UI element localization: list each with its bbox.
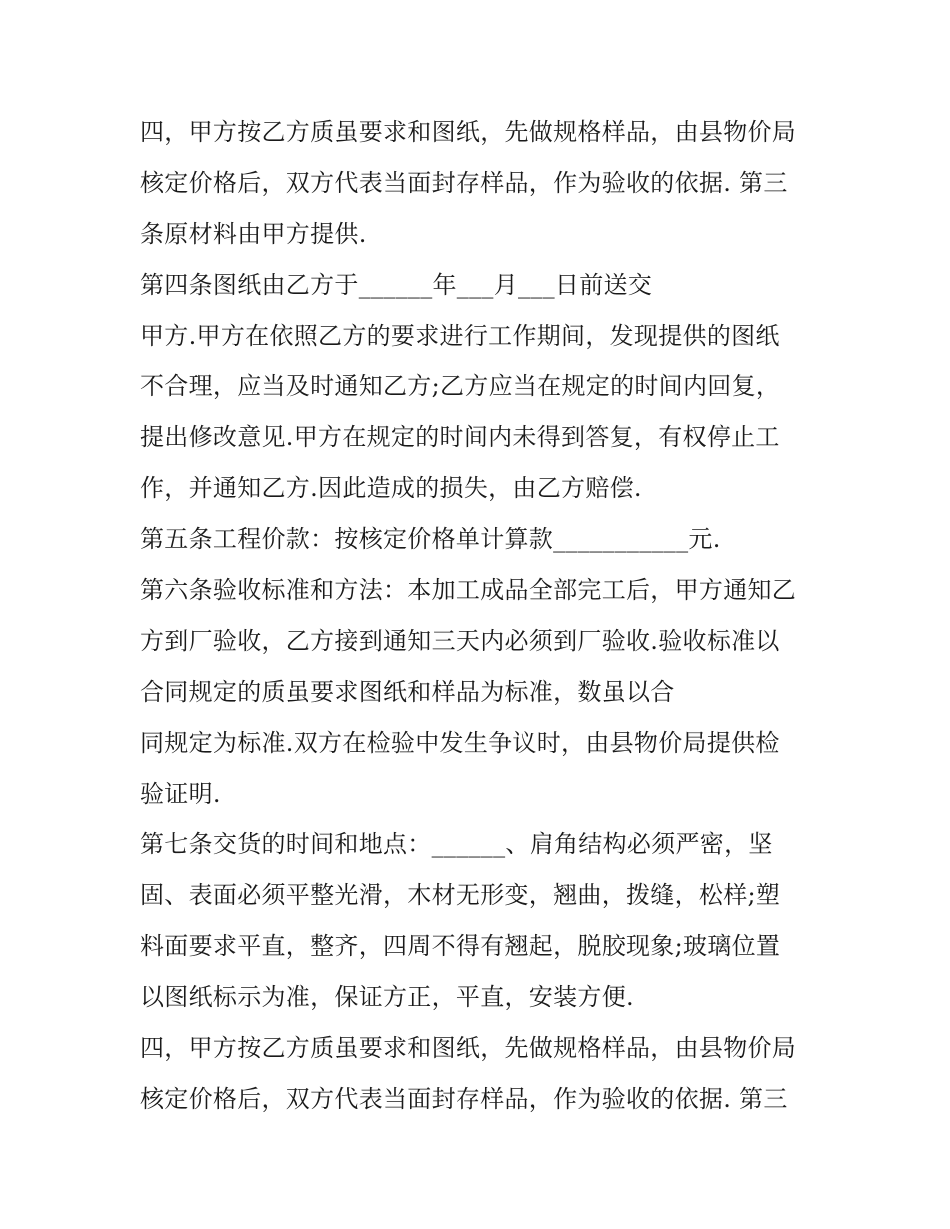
text-line: 合同规定的质虽要求图纸和样品为标准，数虽以合 — [140, 677, 675, 706]
text-line: 条原材料由甲方提供. — [140, 219, 367, 248]
text-line: 第五条工程价款：按核定价格单计算款___________元. — [140, 525, 721, 554]
text-line: 以图纸标示为准，保证方正，平直，安装方便. — [140, 983, 634, 1012]
text-line: 第四条图纸由乙方于______年___月___日前送交 — [140, 270, 653, 299]
text-line: 料面要求平直，整齐，四周不得有翘起，脱胶现象;玻璃位置 — [140, 932, 781, 961]
text-line: 甲方.甲方在依照乙方的要求进行工作期间，发现提供的图纸 — [140, 321, 780, 350]
text-line: 方到厂验收，乙方接到通知三天内必须到厂验收.验收标准以 — [140, 626, 780, 655]
text-line: 核定价格后，双方代表当面封存样品，作为验收的依据. 第三 — [140, 168, 788, 197]
text-line: 四，甲方按乙方质虽要求和图纸，先做规格样品，由县物价局 — [140, 1034, 797, 1063]
text-line: 同规定为标准.双方在检验中发生争议时，由县物价局提供检 — [140, 728, 780, 757]
text-line: 第七条交货的时间和地点：______、肩角结构必须严密，坚 — [140, 830, 773, 859]
text-line: 验证明. — [140, 779, 221, 808]
contract-text-body — [140, 107, 830, 1125]
text-line: 四，甲方按乙方质虽要求和图纸，先做规格样品，由县物价局 — [140, 118, 797, 146]
text-line: 核定价格后，双方代表当面封存样品，作为验收的依据. 第三 — [140, 1084, 788, 1113]
text-line: 提出修改意见.甲方在规定的时间内未得到答复，有权停止工 — [140, 423, 780, 452]
text-line: 第六条验收标准和方法：本加工成品全部完工后，甲方通知乙 — [140, 576, 797, 605]
text-line: 不合理，应当及时通知乙方;乙方应当在规定的时间内回复， — [140, 372, 781, 401]
text-line: 固、表面必须平整光滑，木材无形变，翘曲，拨缝，松样;塑 — [140, 881, 781, 910]
text-line: 作，并通知乙方.因此造成的损失，由乙方赔偿. — [140, 474, 642, 503]
